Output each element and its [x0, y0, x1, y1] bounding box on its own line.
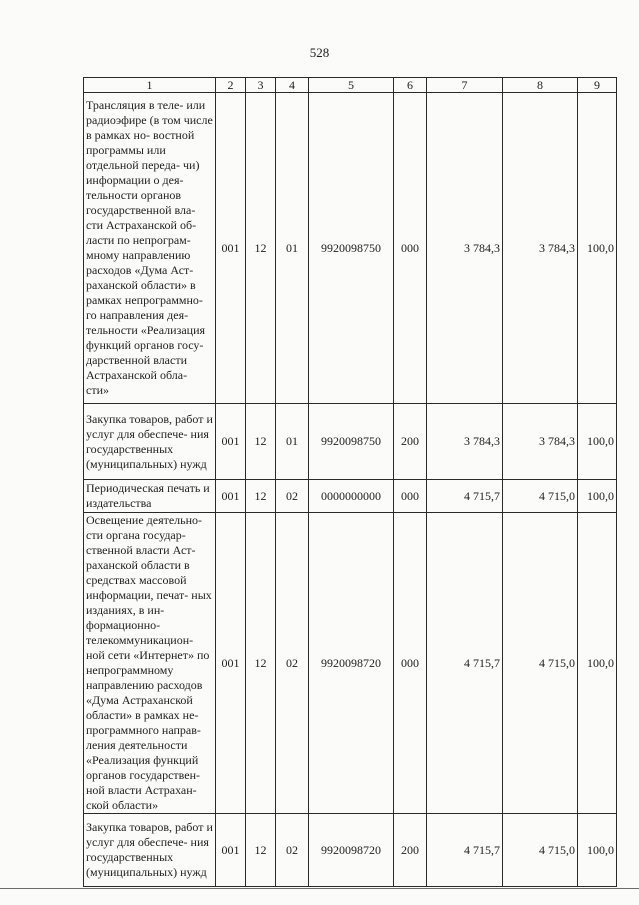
cell-col6: 000: [394, 513, 427, 814]
cell-col5: 9920098750: [309, 93, 394, 404]
cell-col8: 4 715,0: [503, 814, 578, 887]
header-col-1: 1: [84, 78, 216, 93]
cell-col6: 000: [394, 93, 427, 404]
cell-col2: 001: [216, 93, 246, 404]
header-col-2: 2: [216, 78, 246, 93]
cell-col7: 3 784,3: [427, 404, 503, 480]
page-number: 528: [309, 45, 330, 60]
header-row: [84, 78, 617, 93]
budget-table: [83, 77, 617, 887]
cell-col3: 12: [246, 814, 276, 887]
cell-col7: 4 715,7: [427, 480, 503, 513]
cell-col3: 12: [246, 480, 276, 513]
cell-col7: 4 715,7: [427, 814, 503, 887]
row-name: Периодическая печать и издательства: [84, 480, 216, 513]
cell-col4: 02: [276, 814, 309, 887]
cell-col9: 100,0: [578, 814, 617, 887]
cell-col8: 3 784,3: [503, 93, 578, 404]
row-name: Трансляция в теле- или радиоэфире (в том числе в рамках но- востной программы или отдельной переда- чи) информации о дея- тельности органов государственной вла- сти Астраханской об- ласти по непрограм- мному направлению расходов «Дума Аст- раханской области» в рамках непрограммно- го направления дея- тельности «Реализация функций органов госу- дарственной власти Астраханской обла- сти»: [84, 93, 216, 404]
page-bottom-rule: [0, 888, 639, 889]
cell-col5: 9920098720: [309, 814, 394, 887]
cell-col4: 01: [276, 93, 309, 404]
cell-col5: 9920098750: [309, 404, 394, 480]
cell-col5: 0000000000: [309, 480, 394, 513]
cell-col6: 000: [394, 480, 427, 513]
cell-col4: 02: [276, 513, 309, 814]
row-name: Закупка товаров, работ и услуг для обеспече- ния государственных (муниципальных) нужд: [84, 814, 216, 887]
cell-col9: 100,0: [578, 404, 617, 480]
cell-col8: 3 784,3: [503, 404, 578, 480]
header-col-8: 8: [503, 78, 578, 93]
cell-col9: 100,0: [578, 93, 617, 404]
cell-col3: 12: [246, 513, 276, 814]
header-col-5: 5: [309, 78, 394, 93]
cell-col2: 001: [216, 404, 246, 480]
cell-col6: 200: [394, 404, 427, 480]
cell-col6: 200: [394, 814, 427, 887]
cell-col2: 001: [216, 814, 246, 887]
cell-col3: 12: [246, 93, 276, 404]
cell-col2: 001: [216, 513, 246, 814]
header-col-7: 7: [427, 78, 503, 93]
cell-col8: 4 715,0: [503, 513, 578, 814]
table-row: [84, 404, 617, 480]
table-row: [84, 93, 617, 404]
cell-col4: 02: [276, 480, 309, 513]
row-name: Освещение деятельно- сти органа государ- ственной власти Аст- раханской области в средствах массовой информации, печат- ных изданиях, в ин- формационно- телекоммуникацион- ной сети «Интернет» по непрограммному направлению расходов «Дума Астраханской области» в рамках не- программного направ- ления деятельности «Реализация функций органов государствен- ной власти Астрахан- ской области»: [84, 513, 216, 814]
cell-col3: 12: [246, 404, 276, 480]
table-row: [84, 480, 617, 513]
cell-col5: 9920098720: [309, 513, 394, 814]
table-row: [84, 814, 617, 887]
cell-col7: 3 784,3: [427, 93, 503, 404]
row-name: Закупка товаров, работ и услуг для обеспече- ния государственных (муниципальных) нужд: [84, 404, 216, 480]
cell-col8: 4 715,0: [503, 480, 578, 513]
cell-col7: 4 715,7: [427, 513, 503, 814]
cell-col4: 01: [276, 404, 309, 480]
cell-col2: 001: [216, 480, 246, 513]
cell-col9: 100,0: [578, 513, 617, 814]
table-row: [84, 513, 617, 814]
cell-col9: 100,0: [578, 480, 617, 513]
header-col-4: 4: [276, 78, 309, 93]
header-col-3: 3: [246, 78, 276, 93]
header-col-9: 9: [578, 78, 617, 93]
header-col-6: 6: [394, 78, 427, 93]
